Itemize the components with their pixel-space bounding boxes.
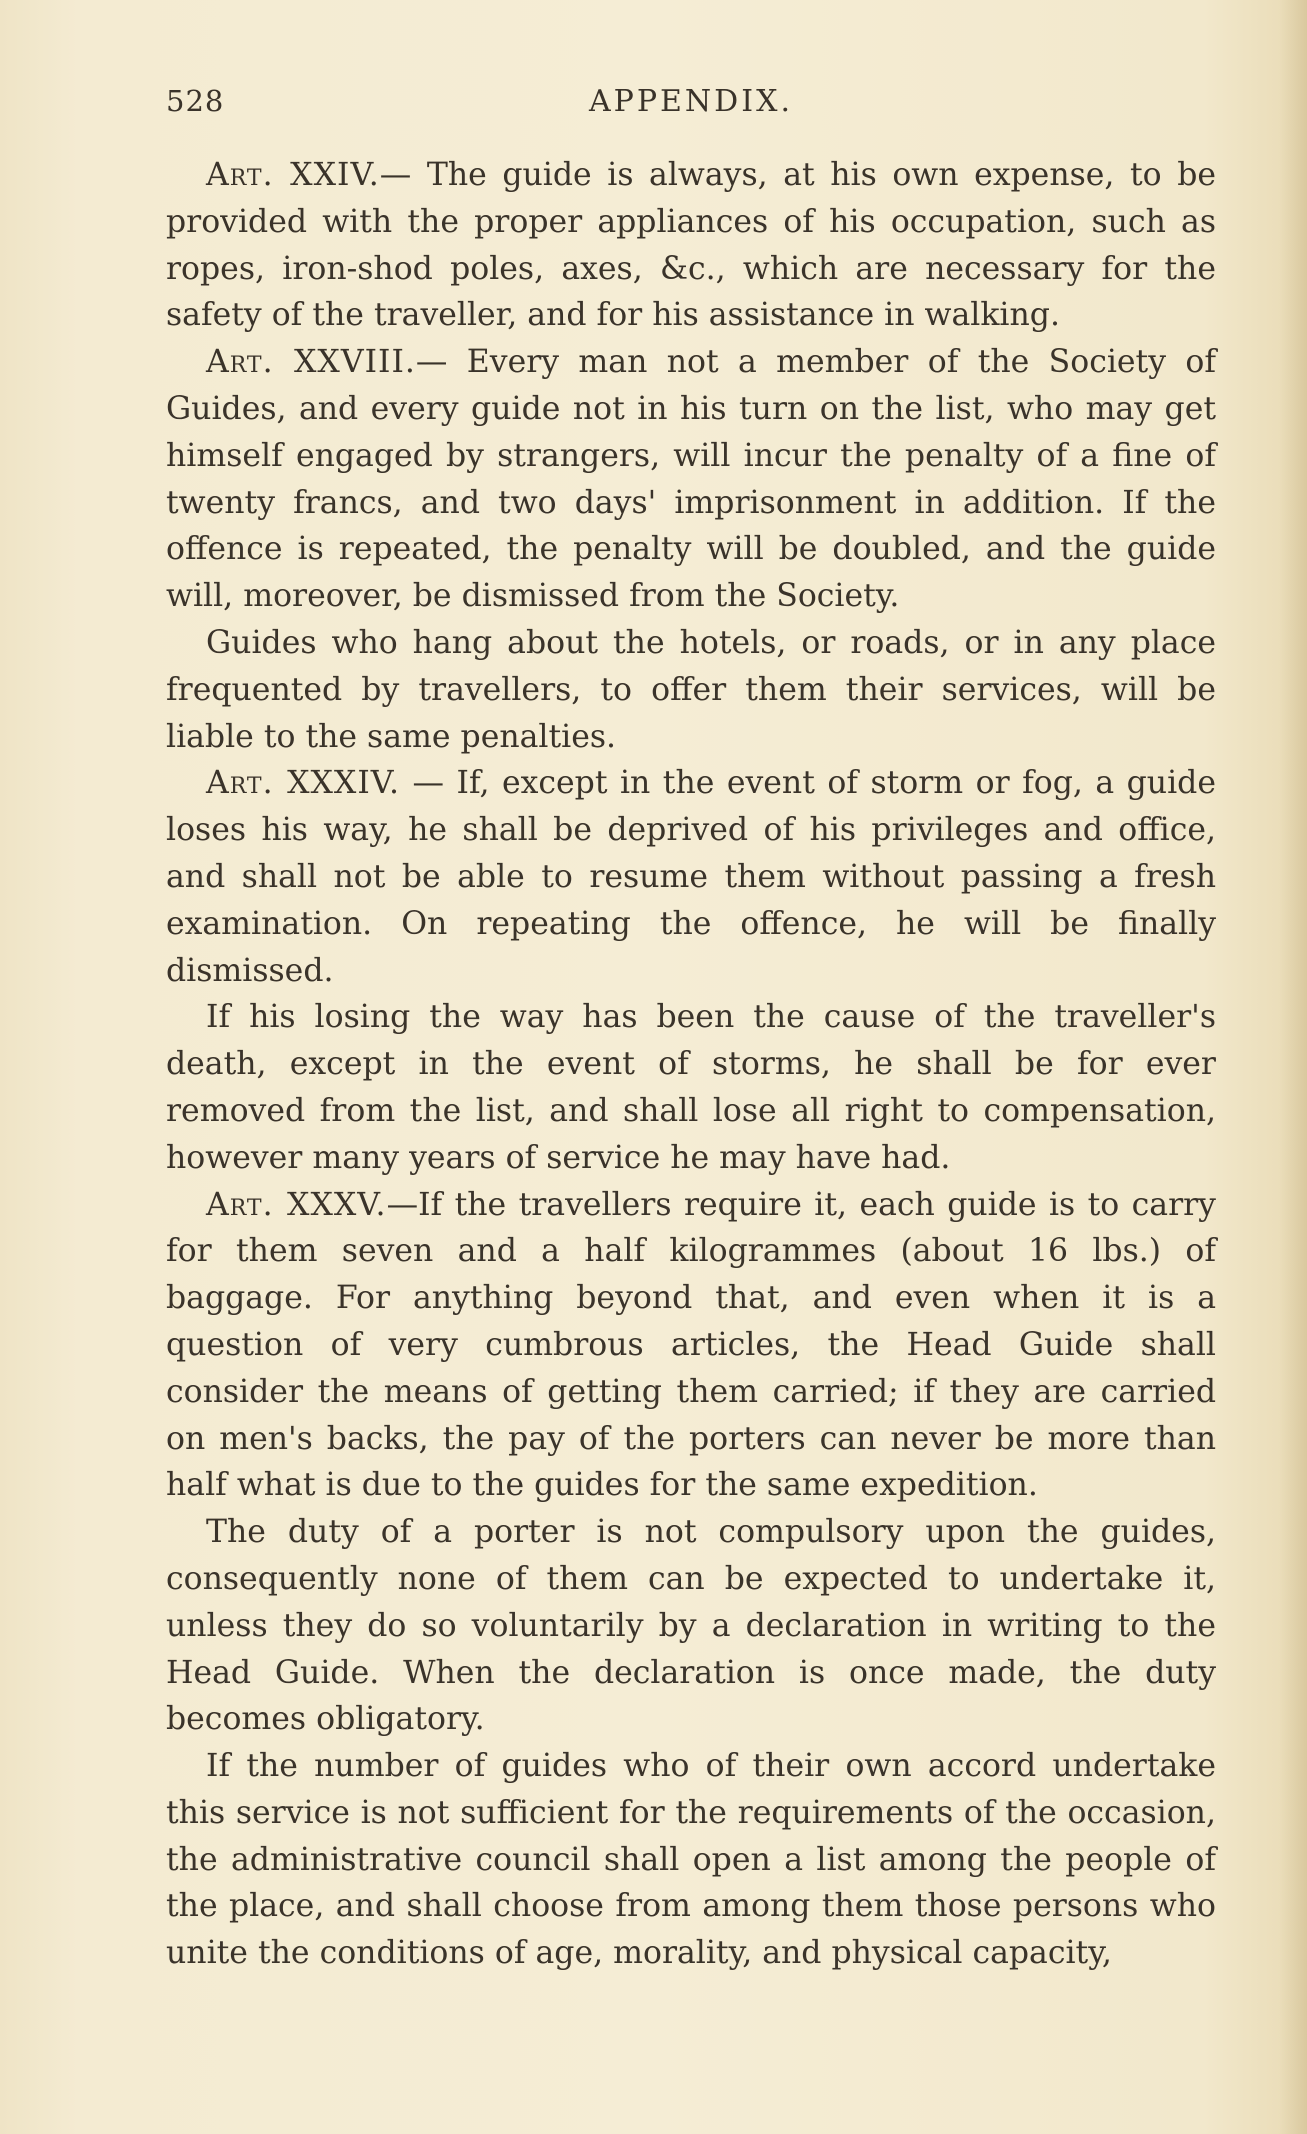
running-head: APPENDIX. — [589, 84, 793, 119]
page-edge-shadow — [1279, 0, 1307, 2134]
paragraph — [166, 1509, 1216, 1743]
paragraph — [166, 994, 1216, 1181]
paragraph-text: If the number of guides who of their own accord undertake this service is not sufficient for the requirements of the occasion, the administrative council shall open a list among the people of the place, and shall choose from among them those persons who unite the conditions of age, morality, and physical capacity, — [166, 1748, 1216, 1972]
article-heading: Art. XXXIV. — [206, 765, 401, 802]
paragraph — [166, 1743, 1216, 1977]
paragraph — [166, 760, 1216, 994]
article-heading: Art. XXVIII. — [206, 344, 416, 381]
page-header — [166, 84, 1216, 128]
page-number: 528 — [166, 84, 225, 118]
paragraph — [166, 1182, 1216, 1510]
paragraph-text: — The guide is always, at his own expense, to be provided with the proper appliances of his occupation, such as ropes, iron-shod poles, axes, &c., which are necessary for the safety of the traveller, and for his assistance in walking. — [166, 157, 1217, 334]
paragraph — [166, 620, 1216, 760]
paragraph — [166, 339, 1216, 620]
paragraph-text: The duty of a porter is not compulsory upon the guides, consequently none of them can be expected to undertake it, unless they do so voluntarily by a declaration in writing to the Head Guide. When the declaration is once made, the duty becomes obligatory. — [166, 1514, 1216, 1738]
paragraph-text: Guides who hang about the hotels, or roads, or in any place frequented by travellers, to offer them their services, will be liable to the same penalties. — [166, 624, 1216, 755]
body-text — [166, 152, 1216, 1977]
article-heading: Art. XXXV. — [206, 1186, 387, 1223]
paragraph-text: If his losing the way has been the cause of the traveller's death, except in the event of storms, he shall be for ever removed from the list, and shall lose all right to compensation, however many years of service he may have had. — [166, 999, 1216, 1176]
paragraph-text: — If, except in the event of storm or fog, a guide loses his way, he shall be deprived of his privileges and office, and shall not be able to resume them without passing a fresh examination. On repeating the offence, he will be finally dismissed. — [166, 765, 1216, 989]
article-heading: Art. XXIV. — [206, 157, 380, 193]
paragraph-text: —If the travellers require it, each guide is to carry for them seven and a half kilogrammes (about 16 lbs.) of baggage. For anything beyond that, and even when it is a question of very cumbrous articles, the Head Guide shall consider the means of getting them carried; if they are carried on men's backs, the pay of the porters can never be more than half what is due to the guides for the same expedition. — [166, 1186, 1216, 1504]
paragraph — [166, 152, 1216, 339]
paragraph-text: — Every man not a member of the Society of Guides, and every guide not in his turn on the list, who may get himself engaged by strangers, will incur the penalty of a fine of twenty francs, and two days' imprisonment in addition. If the offence is repeated, the penalty will be doubled, and the guide will, moreover, be dismissed from the Society. — [166, 344, 1216, 615]
